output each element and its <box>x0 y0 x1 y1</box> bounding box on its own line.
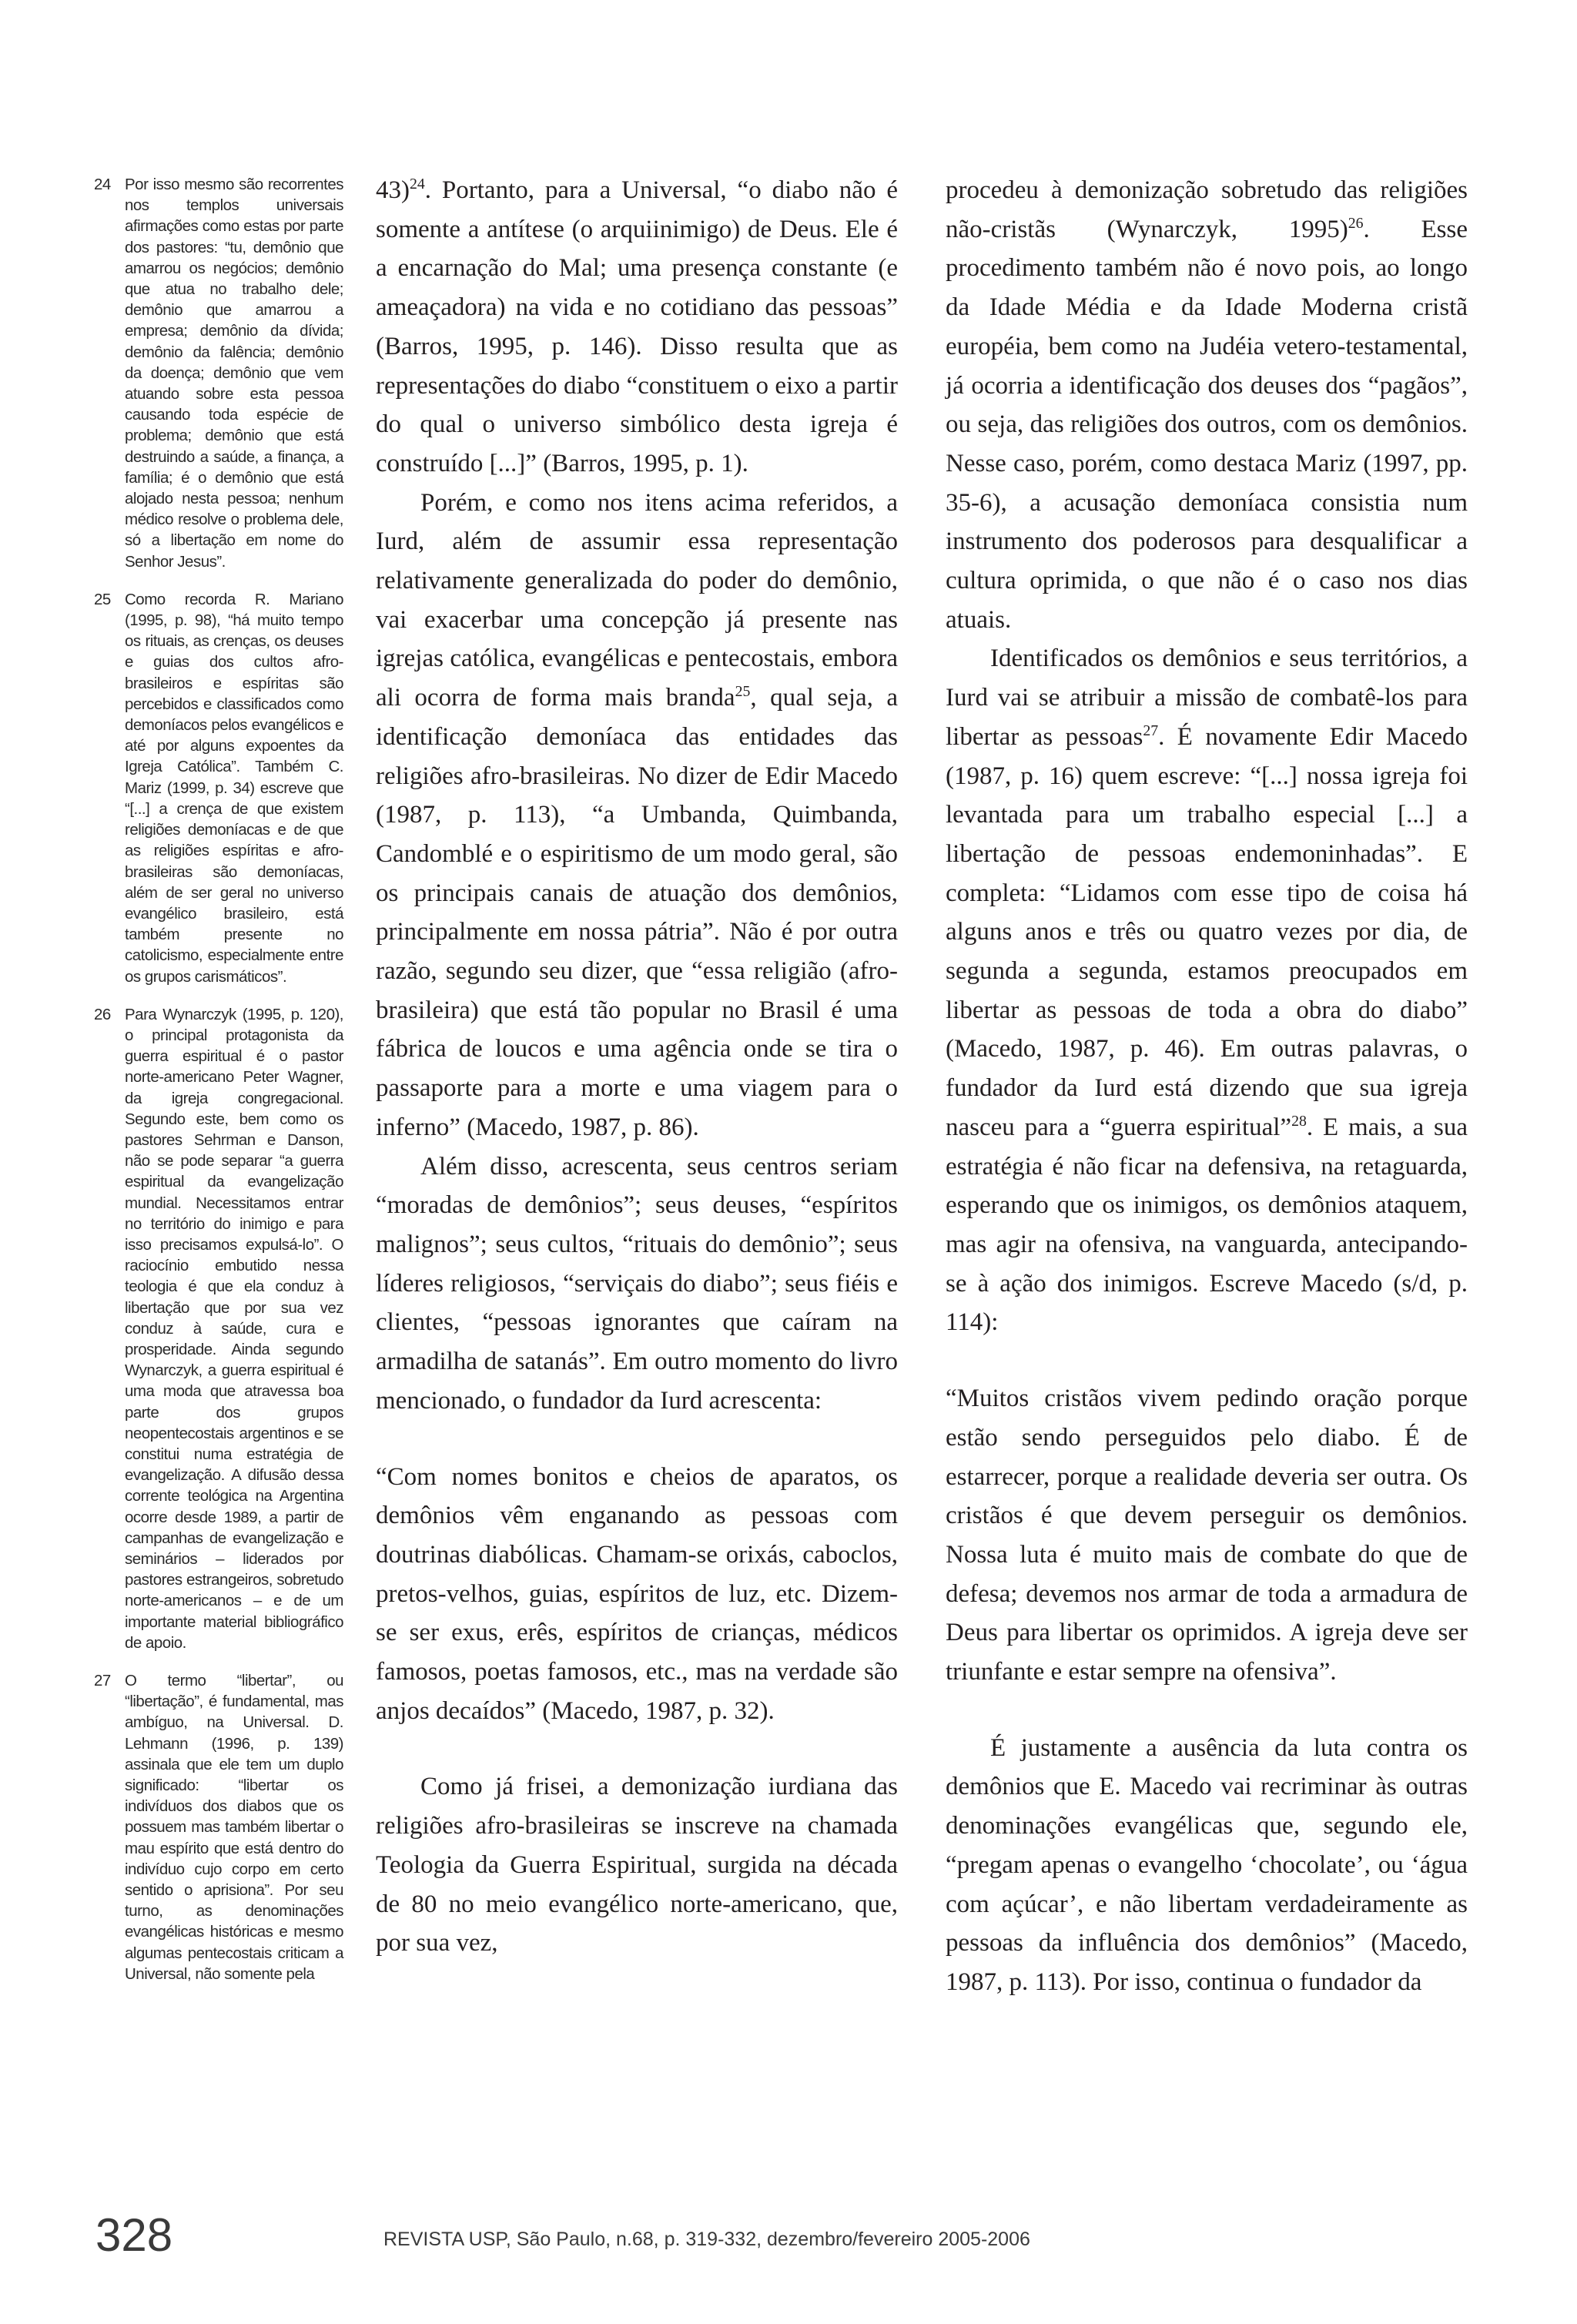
footnote-number: 27 <box>94 1672 111 1690</box>
footnote-text: Para Wynarczyk (1995, p. 120), o principal protagonista da guerra espiritual é o pastor norte-americano Peter Wagner, da igreja congregacional. Segundo este, bem como os pastores Sehrman e Danson, não se pode separar “a guerra espiritual da evangelização mundial. Necessitamos entrar no território do inimigo e para isso precisamos expulsá-lo”. O raciocínio embutido nessa teologia é que ela conduz à libertação que por sua vez conduz à saúde, cura e prosperidade. Ainda segundo Wynarczyk, a guerra espiritual é uma moda que atravessa boa parte dos grupos neopentecostais argentinos e se constitui numa estratégia de evangelização. A difusão dessa corrente teológica na Argentina ocorre desde 1989, a partir de campanhas de evangelização e seminários – liderados por pastores estrangeiros, sobretudo norte-americanos – e de um importante material bibliográfico de apoio. <box>125 1005 343 1652</box>
footnote-number: 26 <box>94 1005 111 1023</box>
block-quote: “Muitos cristãos vivem pedindo oração porque estão sendo perseguidos pelo diabo. É de estarrecer, porque a realidade deveria ser outra. Os cristãos é que devem perseguir os demônios. Nossa luta é muito mais de combate do que de defesa; devemos nos armar de toda a armadura de Deus para libertar os oprimidos. A igreja deve ser triunfante e estar sempre na ofensiva”. <box>946 1385 1468 1686</box>
footnotes-column <box>94 174 343 2001</box>
footnote-text: Por isso mesmo são recorrentes nos templos universais afirmações como estas por parte dos pastores: “tu, demônio que amarrou os negócios; demônio que atua no trabalho dele; demônio que amarrou a empresa; demônio da dívida; demônio da falência; demônio da doença; demônio que vem atuando sobre esta pessoa causando toda espécie de problema; demônio que está destruindo a saúde, a finança, a família; é o demônio que está alojado nesta pessoa; nenhum médico resolve o problema dele, só a libertação em nome do Senhor Jesus”. <box>125 176 343 571</box>
block-quote: “Com nomes bonitos e cheios de aparatos, os demônios vêm enganando as pessoas com doutrinas diabólicas. Chamam-se orixás, caboclos, pretos-velhos, guias, espíritos de luz, etc. Dizem-se ser exus, erês, espíritos de crianças, médicos famosos, poetas famosos, etc., mas na verdade são anjos decaídos” (Macedo, 1987, p. 32). <box>376 1462 898 1725</box>
footnote <box>94 589 343 987</box>
page-footer <box>95 2208 1482 2262</box>
paragraph-text: . E mais, a sua estratégia é não ficar na defensiva, na retaguarda, esperando que os inimigos, os demônios ataquem, mas agir na ofensiva, na vanguarda, antecipando-se à ação dos inimigos. Escreve Macedo (s/d, p. 114): <box>946 1113 1468 1337</box>
body-column-1 <box>376 171 898 1963</box>
paragraph: É justamente a ausência da luta contra os demônios que E. Macedo vai recriminar às outras denominações evangélicas que, segundo ele, “pregam apenas o evangelho ‘chocolate’, ou ‘água com açúcar’, e não libertam verdadeiramente as pessoas da influência dos demônios” (Macedo, 1987, p. 113). Por isso, continua o fundador da <box>946 1733 1468 1996</box>
footnote-ref: 25 <box>735 683 751 701</box>
paragraph <box>376 171 898 484</box>
paragraph <box>946 639 1468 1342</box>
footnote-number: 24 <box>94 176 111 193</box>
body-column-2 <box>946 171 1468 2002</box>
footnote-ref: 28 <box>1291 1112 1307 1130</box>
paragraph-text: Porém, e como nos itens acima referidos, a Iurd, além de assumir essa representação relativamente generalizada do poder do demônio, vai exacerbar uma concepção já presente nas igrejas católica, evangélicas e pentecostais, embora ali ocorra de forma mais branda <box>376 488 898 712</box>
paragraph: Como já frisei, a demonização iurdiana das religiões afro-brasileiras se inscreve na chamada Teologia da Guerra Espiritual, surgida na década de 80 no meio evangélico norte-americano, que, por sua vez, <box>376 1773 898 1957</box>
footnote-ref: 24 <box>410 176 425 193</box>
footnote-ref: 26 <box>1348 214 1364 232</box>
paragraph-text: . Portanto, para a Universal, “o diabo não é somente a antítese (o arquiinimigo) de Deus. Ele é a encarnação do Mal; uma presença constante (e ameaçadora) na vida e no cotidiano das pessoas” (Barros, 1995, p. 146). Disso resulta que as representações do diabo “constituem o eixo a partir do qual o universo simbólico desta igreja é construído [...]” (Barros, 1995, p. 1). <box>376 176 898 477</box>
paragraph-text: , qual seja, a identificação demoníaca das entidades das religiões afro-brasileiras. No dizer de Edir Macedo (1987, p. 113), “a Umbanda, Quimbanda, Candomblé e o espiritismo de um modo geral, são os principais canais de atuação dos demônios, principalmente em nossa pátria”. Não é por outra razão, segundo seu dizer, que “essa religião (afro-brasileira) que está tão popular no Brasil é uma fábrica de loucos e uma agência onde se tira o passaporte para a morte e uma viagem para o inferno” (Macedo, 1987, p. 86). <box>376 684 898 1141</box>
footnote-ref: 27 <box>1143 722 1159 739</box>
footnote <box>94 1004 343 1653</box>
paragraph: Além disso, acrescenta, seus centros seriam “moradas de demônios”; seus deuses, “espíritos malignos”; seus cultos, “rituais do demônio”; seus líderes religiosos, “serviçais do diabo”; seus fiéis e clientes, “pessoas ignorantes que caíram na armadilha de satanás”. Em outro momento do livro mencionado, o fundador da Iurd acrescenta: <box>376 1152 898 1415</box>
footnote <box>94 1670 343 1984</box>
paragraph <box>946 171 1468 639</box>
footnote <box>94 174 343 572</box>
footnote-text: O termo “libertar”, ou “libertação”, é fundamental, mas ambíguo, na Universal. D. Lehmann (1996, p. 139) assinala que ele tem um duplo significado: “libertar os indivíduos dos diabos que os possuem mas também libertar o mau espírito que está dentro do indivíduo cujo corpo em certo sentido o aprisiona”. Por seu turno, as denominações evangélicas históricas e mesmo algumas pentecostais criticam a Universal, não somente pela <box>125 1672 343 1983</box>
paragraph-text: procedeu à demonização sobretudo das religiões não-cristãs (Wynarczyk, 1995) <box>946 176 1468 243</box>
paragraph-text: . Esse procedimento também não é novo pois, ao longo da Idade Média e da Idade Moderna cristã européia, bem como na Judéia vetero-testamental, já ocorria a identificação dos deuses dos “pagãos”, ou seja, das religiões dos outros, com os demônios. Nesse caso, porém, como destaca Mariz (1997, pp. 35-6), a acusação demoníaca consistia num instrumento dos poderosos para desqualificar a cultura oprimida, o que não é o caso nos dias atuais. <box>946 215 1468 634</box>
paragraph-text: Identificados os demônios e seus territórios, a Iurd vai se atribuir a missão de combatê-los para libertar as pessoas <box>946 645 1468 751</box>
footnote-text: Como recorda R. Mariano (1995, p. 98), “há muito tempo os rituais, as crenças, os deuses e guias dos cultos afro-brasileiros e espíritas são percebidos e classificados como demoníacos pelos evangélicos e até por alguns expoentes da Igreja Católica”. Também C. Mariz (1999, p. 34) escreve que “[...] a crença de que existem religiões demoníacas e de que as religiões espíritas e afro-brasileiras são demoníacas, além de ser geral no universo evangélico brasileiro, está também presente no catolicismo, especialmente entre os grupos carismáticos”. <box>125 590 343 986</box>
page-number: 328 <box>95 2209 173 2261</box>
paragraph <box>376 484 898 1147</box>
footnote-number: 25 <box>94 590 111 608</box>
journal-citation: REVISTA USP, São Paulo, n.68, p. 319-332, dezembro/fevereiro 2005-2006 <box>383 2229 1030 2250</box>
paragraph-text: . É novamente Edir Macedo (1987, p. 16) quem escreve: “[...] nossa igreja foi levantada para um trabalho especial [...] a libertação de pessoas endemoninhadas”. E completa: “Lidamos com esse tipo de coisa há alguns anos e três ou quatro vezes por dia, de segunda a segunda, estamos preocupados em libertar as pessoas de toda a obra do diabo” (Macedo, 1987, p. 46). Em outras palavras, o fundador da Iurd está dizendo que sua igreja nasceu para a “guerra espiritual” <box>946 722 1468 1141</box>
paragraph-text: 43) <box>376 176 410 204</box>
